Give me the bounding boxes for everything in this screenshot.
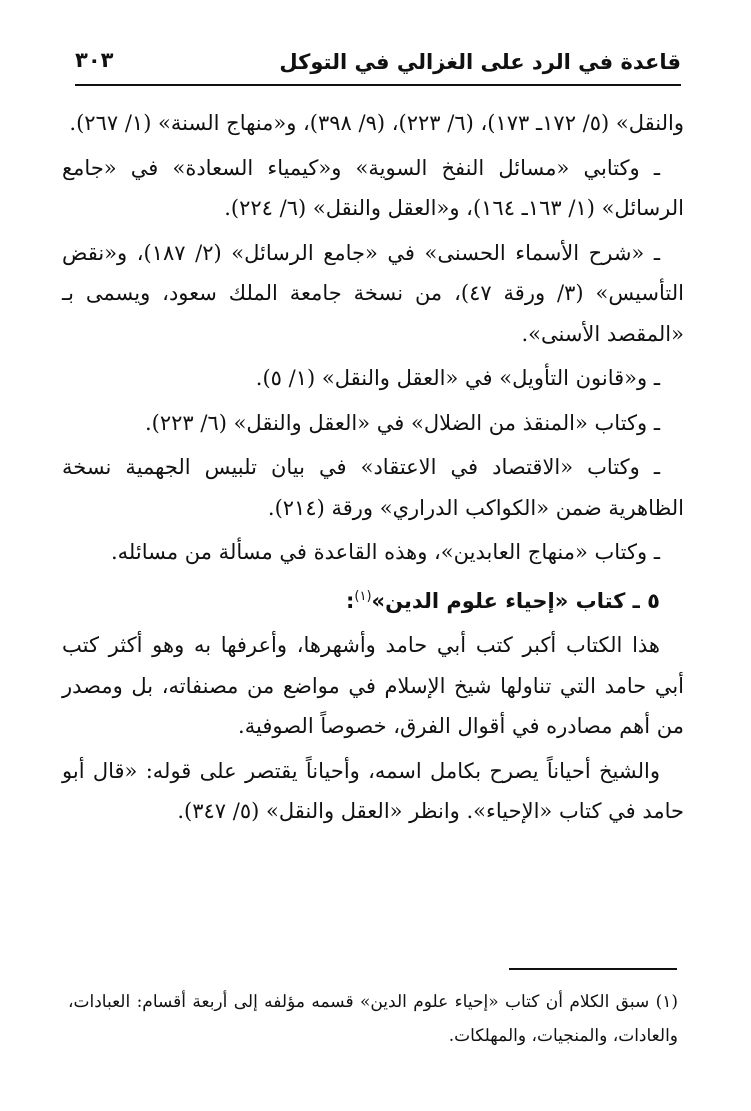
footnote-divider [509,968,677,970]
list-item-iqtisad: ـ وكتاب «الاقتصاد في الاعتقاد» في بيان تلبيس الجهمية نسخة الظاهرية ضمن «الكواكب الدراري» ورقة (٢١٤). [62,455,684,520]
paragraph-continuation: والنقل» (٥/ ١٧٢ـ ١٧٣)، (٦/ ٢٢٣)، (٩/ ٣٩٨)، و«منهاج السنة» (١/ ٢٦٧). [69,111,684,135]
page-number: ٣٠٣ [75,48,114,72]
footnote-reference: (١) [354,588,372,604]
footnote-text: (١) سبق الكلام أن كتاب «إحياء علوم الدين» قسمه مؤلفه إلى أربعة أقسام: العبادات، والعادات، والمنجيات، والمهلكات. [68,992,678,1046]
running-title: قاعدة في الرد على الغزالي في التوكل [279,50,681,74]
paragraph-ihya-citation: والشيخ أحياناً يصرح بكامل اسمه، وأحياناً يقتصر على قوله: «قال أبو حامد في كتاب «الإحياء». وانظر «العقل والنقل» (٥/ ٣٤٧). [62,758,684,823]
section-heading-colon: : [345,588,355,613]
list-item-munqidh: ـ وكتاب «المنقذ من الضلال» في «العقل والنقل» (٦/ ٢٢٣). [144,410,660,435]
section-heading [62,577,684,622]
header-divider [75,84,681,86]
section-heading-text: ٥ ـ كتاب «إحياء علوم الدين» [371,588,660,613]
running-header [75,40,681,82]
list-item-minhaj-abidin: ـ وكتاب «منهاج العابدين»، وهذه القاعدة في مسألة من مسائله. [110,540,660,564]
paragraph-ihya-description: هذا الكتاب أكبر كتب أبي حامد وأشهرها، وأعرفها به وهو أكثر كتب أبي حامد التي تناولها شيخ الإسلام في مواضع من مصنفاته، بل ومصدر من أهم مصادره في أقوال الفرق، خصوصاً الصوفية. [62,633,684,738]
footnote-area [68,985,678,1053]
list-item-nafkh-kimiya: ـ وكتابي «مسائل النفخ السوية» و«كيمياء السعادة» في «جامع الرسائل» (١/ ١٦٣ـ ١٦٤)، و«العقل والنقل» (٦/ ٢٢٤). [62,155,684,220]
list-item-qanun-tawil: ـ و«قانون التأويل» في «العقل والنقل» (١/ ٥). [255,366,660,390]
main-text [62,103,684,832]
list-item-asma-husna: ـ «شرح الأسماء الحسنى» في «جامع الرسائل» (٢/ ١٨٧)، و«نقض التأسيس» (٣/ ورقة ٤٧)، من نسخة جامعة الملك سعود، ويسمى بـ «المقصد الأسنى». [62,240,684,346]
